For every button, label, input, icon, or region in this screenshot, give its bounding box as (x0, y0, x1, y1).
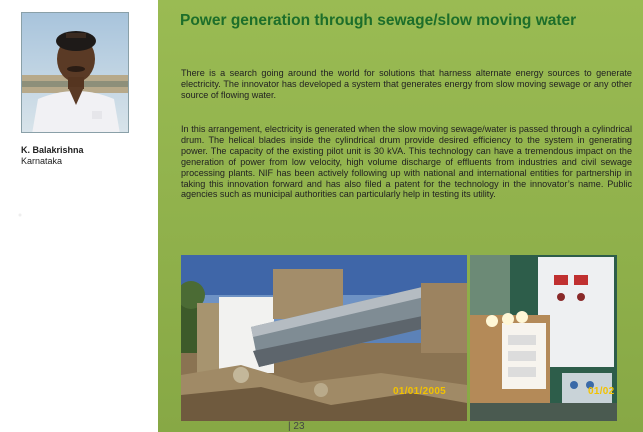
innovator-location: Karnataka (21, 156, 63, 166)
portrait-image (22, 13, 129, 133)
photo1-date-stamp: 01/01/2005 (393, 386, 447, 397)
control-panel-photo (470, 255, 617, 421)
innovator-portrait (21, 12, 129, 133)
innovator-name: K. Balakrishna (21, 145, 84, 155)
innovator-caption (21, 145, 84, 167)
page-number: | 23 (288, 421, 305, 432)
sidebar (0, 0, 158, 432)
photo2-date-stamp: 01/02 (588, 386, 615, 397)
article-paragraph-2: In this arrangement, electricity is generated when the slow moving sewage/water is passed through a cylindrical drum. The helical blades inside the cylindrical drum provide desired efficiency to the system in generating power. The capacity of the existing pilot unit is 30 kVA. This technology can have a tremendous impact on the generation of power from low velocity, high volume discharge of effluents from industries and civil sewage processing plants. NIF has been actively following up with national and international entities for partnership in taking this innovation forward and has also filed a patent for the technology in the innovator’s name. Public agencies such as municipal authorities can particularly help in testing its utility. (181, 124, 632, 200)
article-title: Power generation through sewage/slow moving water (180, 12, 577, 29)
drum-site-photo (181, 255, 467, 421)
sidebar-hex-pattern (0, 195, 158, 432)
article-paragraph-1: There is a search going around the world for solutions that harness alternate energy sources to generate electricity. The innovator has developed a system that generates energy from slow moving sewage or any other source of flowing water. (181, 68, 632, 100)
